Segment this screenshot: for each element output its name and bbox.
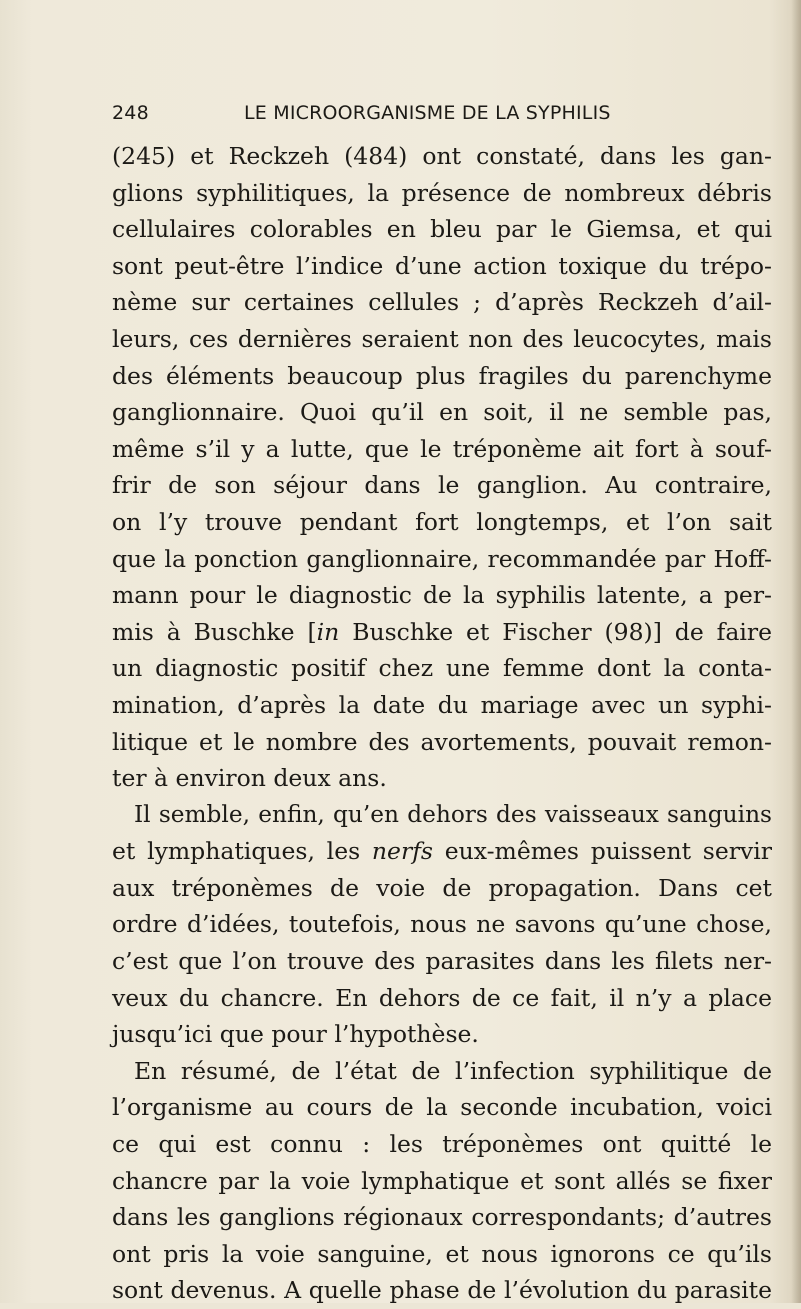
text-segment: Buschke et Fischer (98)] de faire [339, 617, 773, 646]
text-segment: ordre d’idées, toutefois, nous ne savons qu’une chose, [112, 910, 772, 939]
page-number: 248 [112, 102, 149, 124]
text-segment: on l’y trouve pendant fort longtemps, et l’on sait [112, 507, 772, 536]
text-line [112, 906, 772, 943]
text-line [112, 284, 772, 321]
text-line [112, 980, 772, 1017]
text-line [112, 1126, 772, 1163]
text-line [112, 724, 772, 761]
running-title: LE MICROORGANISME DE LA SYPHILIS [244, 102, 611, 124]
text-line [112, 467, 772, 504]
text-line [112, 687, 772, 724]
body-text [112, 138, 772, 1309]
text-line [112, 138, 772, 175]
text-line [112, 358, 772, 395]
text-line [112, 797, 772, 834]
text-line [112, 1053, 772, 1090]
text-line [112, 1236, 772, 1273]
text-segment: chancre par la voie lymphatique et sont allés se fixer [112, 1166, 772, 1195]
text-segment: que la ponction ganglionnaire, recommandée par Hoff- [112, 544, 772, 573]
text-segment: leurs, ces dernières seraient non des leucocytes, mais [112, 324, 772, 353]
text-segment: ce qui est connu : les tréponèmes ont quitté le [112, 1130, 772, 1159]
text-segment: litique et le nombre des avortements, pouvait remon- [112, 727, 772, 756]
text-segment: sont peut-être l’indice d’une action toxique du trépo- [112, 251, 772, 280]
text-segment: c’est que l’on trouve des parasites dans les filets ner- [112, 947, 772, 976]
text-segment: cellulaires colorables en bleu par le Giemsa, et qui [112, 215, 772, 244]
text-line [112, 1199, 772, 1236]
text-segment: dans les ganglions régionaux correspondants; d’autres [112, 1203, 772, 1232]
text-line [112, 870, 772, 907]
text-segment: ont pris la voie sanguine, et nous ignorons ce qu’ils [112, 1239, 772, 1268]
text-segment: ter à environ deux ans. [112, 764, 387, 793]
page-edge-shadow [791, 0, 801, 1303]
text-segment: glions syphilitiques, la présence de nombreux débris [112, 178, 772, 207]
text-segment: (245) et Reckzeh (484) ont constaté, dans les gan- [112, 142, 772, 170]
page-header [112, 102, 762, 130]
text-segment: En résumé, de l’état de l’infection syphilitique de [134, 1056, 772, 1085]
text-line [112, 541, 772, 578]
text-line [112, 431, 772, 468]
text-line [112, 943, 772, 980]
text-segment: veux du chancre. En dehors de ce fait, il n’y a place [112, 983, 772, 1012]
text-segment: et lymphatiques, les [112, 837, 372, 866]
text-line [112, 1089, 772, 1126]
text-line [112, 175, 772, 212]
text-segment: mann pour le diagnostic de la syphilis latente, a per- [112, 581, 772, 610]
text-line [112, 577, 772, 614]
text-segment: mination, d’après la date du mariage avec un syphi- [112, 690, 772, 719]
text-segment: Il semble, enfin, qu’en dehors des vaisseaux sanguins [134, 800, 772, 828]
italic-term: in [316, 617, 340, 646]
text-segment: eux-mêmes puissent servir [432, 837, 772, 866]
text-segment: des éléments beaucoup plus fragiles du parenchyme [112, 361, 772, 390]
text-segment: frir de son séjour dans le ganglion. Au contraire, [112, 471, 772, 500]
italic-term: nerfs [371, 837, 433, 866]
text-line [112, 614, 772, 651]
text-segment: mis à Buschke [ [112, 617, 317, 646]
text-segment: nème sur certaines cellules ; d’après Reckzeh d’ail- [112, 288, 772, 317]
text-segment: jusqu’ici que pour l’hypothèse. [112, 1020, 479, 1049]
text-line [112, 760, 772, 797]
text-segment: aux tréponèmes de voie de propagation. Dans cet [112, 873, 772, 902]
text-line [112, 211, 772, 248]
text-line [112, 248, 772, 285]
text-segment: ganglionnaire. Quoi qu’il en soit, il ne semble pas, [112, 398, 772, 427]
text-line [112, 504, 772, 541]
text-line [112, 1272, 772, 1309]
text-segment: même s’il y a lutte, que le tréponème ait fort à souf- [112, 434, 772, 463]
text-line [112, 1016, 772, 1053]
text-line [112, 394, 772, 431]
text-line [112, 833, 772, 870]
text-line [112, 650, 772, 687]
text-line [112, 321, 772, 358]
text-segment: l’organisme au cours de la seconde incubation, voici [112, 1093, 772, 1122]
text-line [112, 1163, 772, 1200]
text-segment: sont devenus. A quelle phase de l’évolution du parasite [112, 1276, 772, 1305]
text-segment: un diagnostic positif chez une femme dont la conta- [112, 654, 772, 683]
